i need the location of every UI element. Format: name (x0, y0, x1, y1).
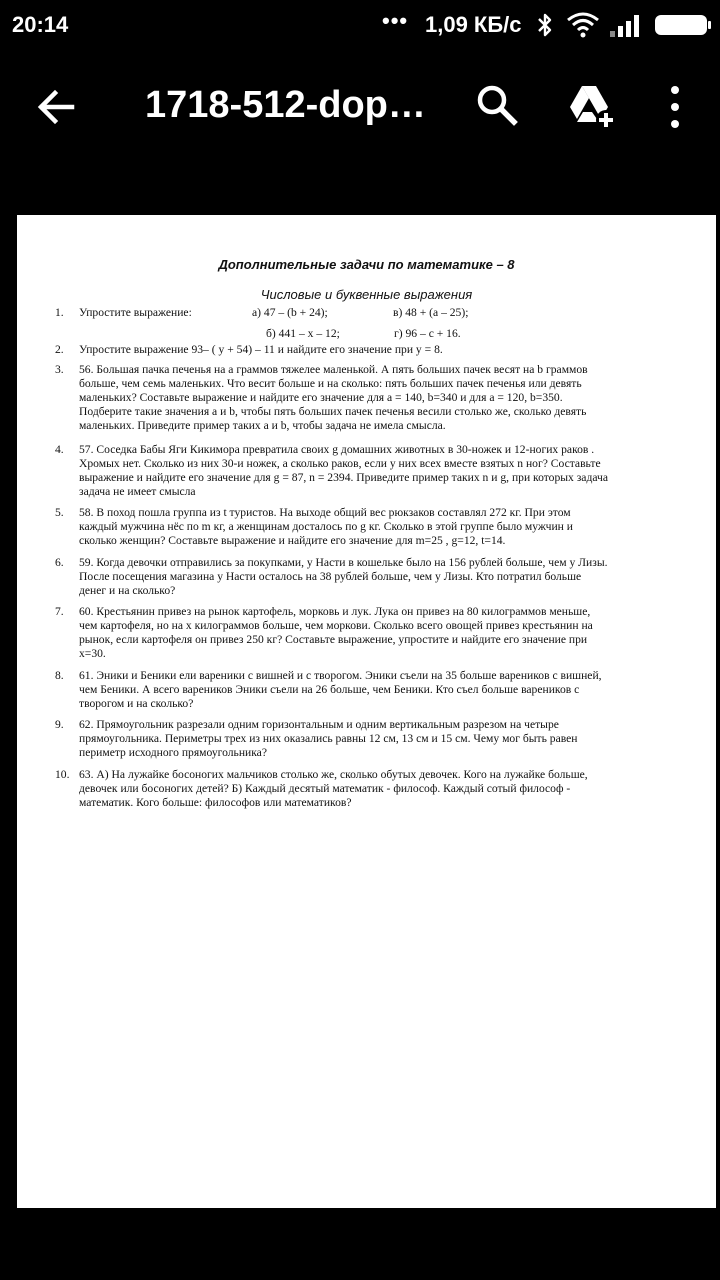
problem-3-line: маленьких. Приведите пример таких a и b, чтобы задача не имела смысла. (79, 419, 446, 432)
problem-5-line: сколько женщин? Составьте выражение и найдите его значение для m=25 , g=12, t=14. (79, 534, 506, 547)
app-toolbar (0, 52, 720, 160)
more-vert-icon[interactable] (660, 82, 690, 132)
problem-number: 1. (55, 306, 64, 319)
problem-10-line: 63. А) На лужайке босоногих мальчиков столько же, сколько обутых девочек. Кого на лужайке больше, (79, 768, 588, 781)
bluetooth-icon (535, 12, 555, 38)
problem-4-line: задача не имеет смысла (79, 485, 196, 498)
document-heading: Дополнительные задачи по математике – 8 (218, 257, 515, 272)
problem-8-line: 61. Эники и Беники ели вареники с вишней и с творогом. Эники съели на 35 больше вареников с вишней, (79, 669, 602, 682)
problem-1-b: б) 441 – x – 12; (266, 327, 340, 340)
problem-10-line: девочек или босоногих детей? Б) Каждый десятый математик - философ. Каждый сотый философ - (79, 782, 571, 795)
problem-number: 7. (55, 605, 64, 618)
network-speed: 1,09 КБ/с (425, 12, 522, 37)
document-page[interactable] (17, 215, 716, 1208)
problem-2-text: Упростите выражение 93– ( y + 54) – 11 и найдите его значение при y = 8. (79, 343, 443, 356)
problem-9-line: периметр исходного прямоугольника? (79, 746, 267, 759)
problem-9-line: прямоугольника. Периметры трех из них оказались равны 12 см, 13 см и 15 см. Чему мог быть равен (79, 732, 578, 745)
problem-8-line: чем Беники. А всего вареников Эники съели на 26 больше, чем Беники. Кто съел больше вареников с (79, 683, 580, 696)
problem-number: 8. (55, 669, 64, 682)
status-bar (0, 0, 720, 52)
google-drive-add-icon[interactable] (568, 82, 618, 132)
problem-5-line: 58. В поход пошла группа из t туристов. На выходе общий вес рюкзаков составлял 272 кг. При этом (79, 506, 571, 519)
status-time: 20:14 (12, 12, 69, 37)
search-icon[interactable] (474, 82, 520, 128)
back-arrow-icon[interactable] (32, 82, 82, 132)
problem-number: 3. (55, 363, 64, 376)
problem-7-line: 60. Крестьянин привез на рынок картофель, морковь и лук. Лука он привез на 80 килограммов меньше, (79, 605, 591, 618)
problem-7-line: чем картофеля, но на x килограммов больше, чем моркови. Сколько всего овощей привез крестьянин на (79, 619, 593, 632)
problem-10-line: математик. Кого больше: философов или математиков? (79, 796, 352, 809)
problem-3-line: больше, чем семь маленьких. Что весит больше и на сколько: пять больших пачек печенья или девять (79, 377, 582, 390)
problem-7-line: рынок, если картофеля он привез 250 кг? Составьте выражение, упростите и найдите его значение при (79, 633, 588, 646)
problem-8-line: творогом и на сколько? (79, 697, 194, 710)
problem-7-line: x=30. (79, 647, 106, 660)
problem-number: 4. (55, 443, 64, 456)
battery-icon (654, 14, 712, 36)
signal-icon (608, 12, 642, 38)
problem-1-g: г) 96 – c + 16. (394, 327, 461, 340)
problem-4-line: выражение и найдите его значение для g = 87, n = 2394. Приведите пример таких n и g, при которых задача (79, 471, 609, 484)
problem-5-line: каждый мужчина нёс по m кг, а женщинам досталось по g кг. Сколько в этой группе было мужчин и (79, 520, 573, 533)
notification-dots: ••• (382, 8, 409, 33)
document-title: 1718-512-dop… (145, 84, 426, 126)
problem-number: 9. (55, 718, 64, 731)
problem-4-line: Хромых нет. Сколько из них 30-и ножек, а сколько раков, если у них всех вместе взятых n ног? Составьте (79, 457, 601, 470)
wifi-icon (566, 12, 600, 38)
problem-4-line: 57. Соседка Бабы Яги Кикимора превратила своих g домашних животных в 30-ножек и 12-ногих раков . (79, 443, 595, 456)
problem-1-label: Упростите выражение: (79, 306, 192, 319)
problem-number: 6. (55, 556, 64, 569)
problem-6-line: После посещения магазина у Насти осталось на 38 рублей больше, чем у Лизы. Кто потратил больше (79, 570, 582, 583)
problem-6-line: денег и на сколько? (79, 584, 176, 597)
problem-3-line: маленьких? Составьте выражение и найдите его значение для a = 140, b=340 и для a = 120, b=350. (79, 391, 563, 404)
problem-9-line: 62. Прямоугольник разрезали одним горизонтальным и одним вертикальным разрезом на четыре (79, 718, 559, 731)
problem-1-a: а) 47 – (b + 24); (252, 306, 328, 319)
document-subheading: Числовые и буквенные выражения (260, 287, 473, 302)
problem-1-v: в) 48 + (a – 25); (393, 306, 469, 319)
problem-6-line: 59. Когда девочки отправились за покупками, у Насти в кошельке было на 156 рублей больше, чем у Лизы. (79, 556, 608, 569)
problem-3-line: Подберите такие значения a и b, чтобы пять больших пачек печенья весили столько же, сколько девять (79, 405, 587, 418)
problem-3-line: 56. Большая пачка печенья на a граммов тяжелее маленькой. А пять больших пачек весят на b граммов (79, 363, 588, 376)
problem-number: 10. (55, 768, 70, 781)
problem-number: 2. (55, 343, 64, 356)
problem-number: 5. (55, 506, 64, 519)
